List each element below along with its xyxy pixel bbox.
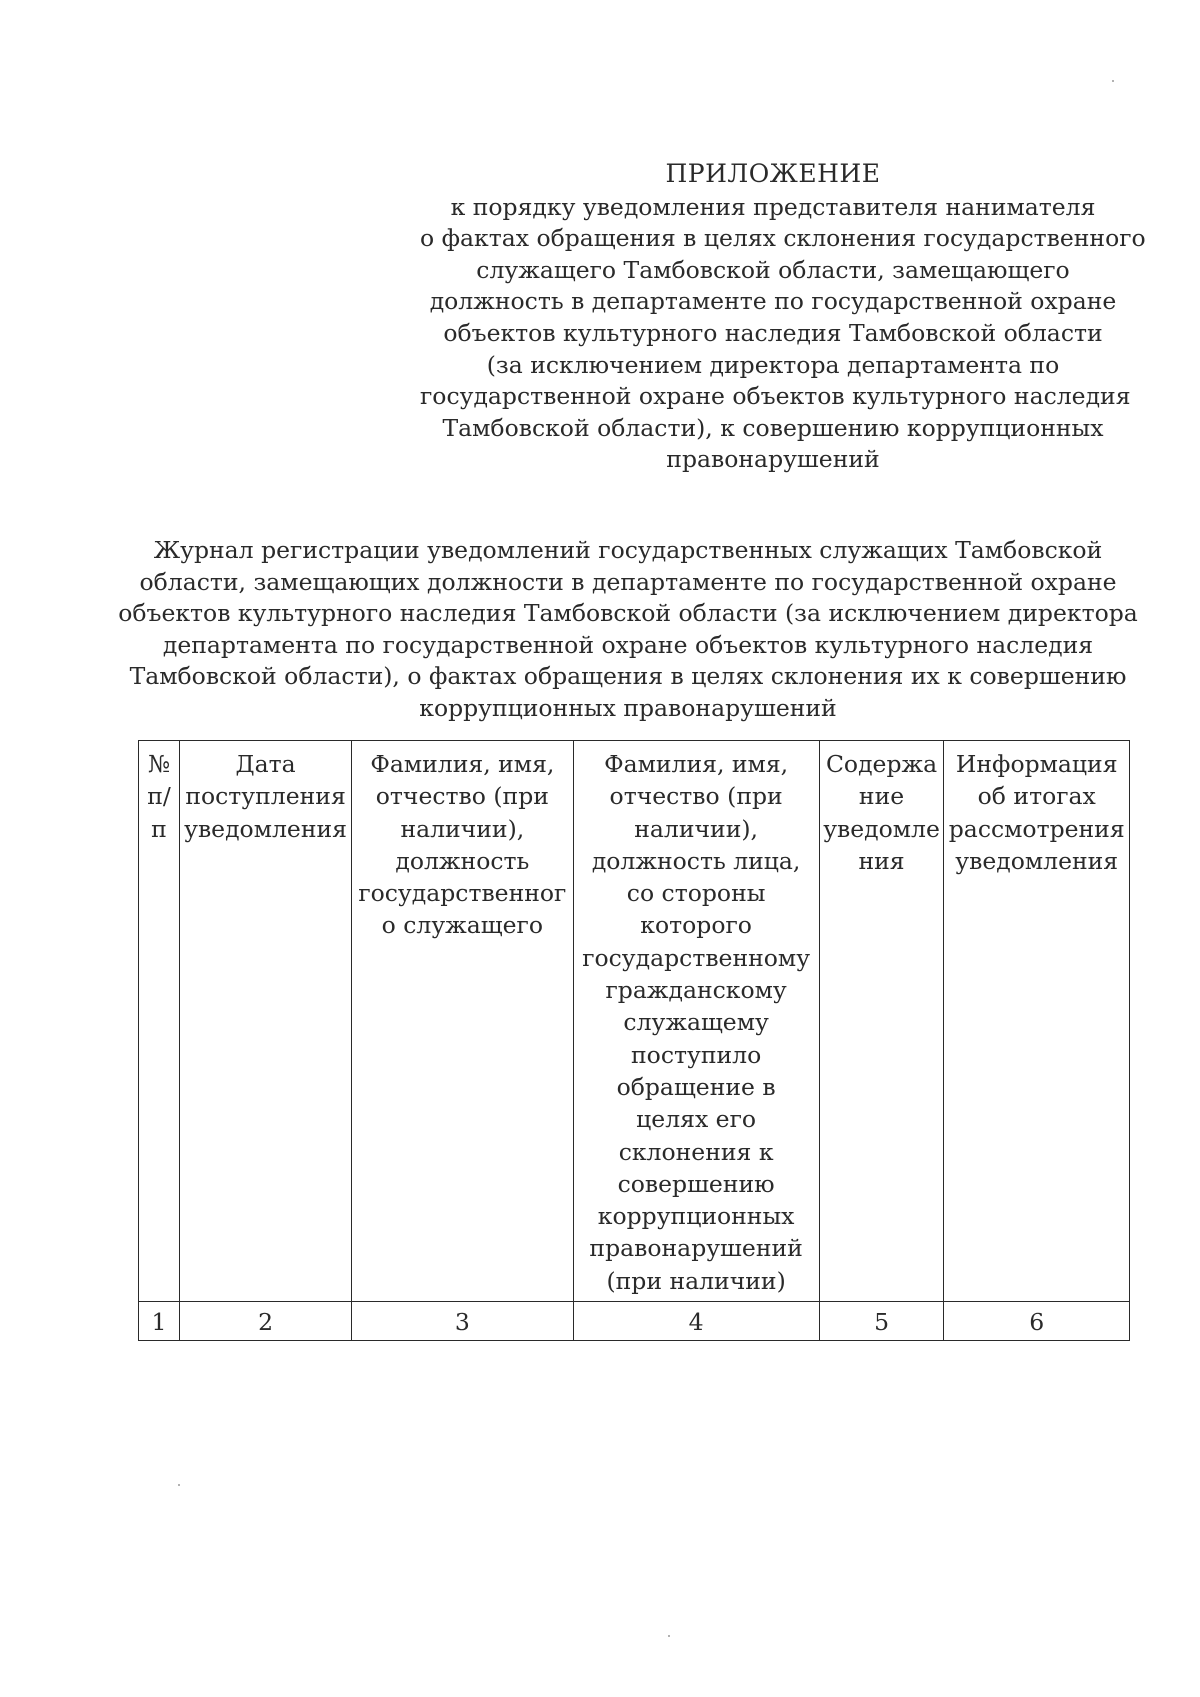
- header-text-line: отчество (при: [375, 782, 549, 811]
- header-text-line: служащему: [623, 1008, 769, 1037]
- journal-title-line: коррупционных правонарушений: [419, 693, 837, 722]
- scan-speck: [178, 1484, 180, 1486]
- table-header-row: [139, 741, 1130, 1302]
- header-text-line: отчество (при: [609, 782, 783, 811]
- appendix-header: [420, 158, 1146, 476]
- journal-title-line: области, замещающих должности в департаменте по государственной охране: [139, 567, 1117, 596]
- journal-title-line: Журнал регистрации уведомлений государственных служащих Тамбовской: [153, 536, 1103, 564]
- journal-title-line: объектов культурного наследия Тамбовской области (за исключением директора: [118, 599, 1138, 628]
- header-text-line: наличии),: [400, 814, 525, 843]
- header-text-line: Дата: [235, 750, 296, 778]
- column-number-cell: 2: [180, 1302, 352, 1341]
- header-text-line: которого: [640, 911, 752, 940]
- header-text-line: (при наличии): [606, 1266, 786, 1295]
- header-text-line: со стороны: [626, 879, 766, 908]
- appendix-line: правонарушений: [666, 445, 880, 474]
- header-text-line: Содержа: [825, 750, 938, 778]
- appendix-line: должность в департаменте по государственной охране: [429, 287, 1117, 316]
- header-text-line: гражданскому: [605, 976, 787, 1005]
- header-text-line: правонарушений: [589, 1234, 803, 1263]
- header-review-results: [944, 741, 1130, 1302]
- scan-speck: [668, 1635, 670, 1637]
- header-text-line: государственног: [358, 879, 567, 908]
- appendix-line: (за исключением директора департамента по: [486, 350, 1060, 379]
- column-number-cell: 3: [352, 1302, 573, 1341]
- appendix-line: Тамбовской области), к совершению коррупционных: [442, 413, 1104, 442]
- registration-journal-table: [138, 740, 1130, 1341]
- header-text-line: должность лица,: [591, 846, 801, 875]
- header-text-line: целях его: [636, 1105, 757, 1134]
- header-text-line: рассмотрения: [948, 814, 1125, 843]
- header-text-line: обращение в: [616, 1072, 776, 1101]
- column-number-cell: 4: [573, 1302, 819, 1341]
- header-text-line: п/: [147, 782, 171, 811]
- header-text-line: поступило: [631, 1040, 762, 1069]
- header-notification-content: [819, 741, 944, 1302]
- table-row-column-numbers: [139, 1302, 1130, 1341]
- scan-speck: [1112, 80, 1114, 82]
- header-person-who-approached: [573, 741, 819, 1302]
- header-text-line: уведомления: [955, 846, 1119, 875]
- header-text-line: Фамилия, имя,: [604, 750, 789, 778]
- header-employee-name: [352, 741, 573, 1302]
- column-number-cell: 1: [139, 1302, 180, 1341]
- header-text-line: о служащего: [381, 911, 544, 940]
- appendix-line: служащего Тамбовской области, замещающего: [476, 255, 1070, 284]
- header-text-line: должность: [395, 846, 530, 875]
- appendix-line: объектов культурного наследия Тамбовской области: [443, 318, 1103, 347]
- header-text-line: ние: [858, 782, 905, 811]
- header-text-line: уведомления: [184, 814, 347, 843]
- journal-title-line: департамента по государственной охране объектов культурного наследия: [162, 630, 1094, 659]
- appendix-line: к порядку уведомления представителя нанимателя: [450, 192, 1096, 221]
- journal-title: [118, 535, 1138, 725]
- header-text-line: об итогах: [977, 782, 1096, 811]
- header-number: [139, 741, 180, 1302]
- header-text-line: поступления: [185, 782, 346, 811]
- header-text-line: п: [151, 814, 167, 843]
- header-text-line: ния: [858, 846, 905, 875]
- appendix-line: государственной охране объектов культурного наследия: [420, 382, 1131, 411]
- column-number-cell: 5: [819, 1302, 944, 1341]
- header-text-line: Фамилия, имя,: [370, 750, 555, 778]
- appendix-title: ПРИЛОЖЕНИЕ: [665, 159, 881, 188]
- header-text-line: совершению: [617, 1169, 775, 1198]
- header-text-line: государственному: [582, 943, 811, 972]
- column-number-cell: 6: [944, 1302, 1130, 1341]
- header-text-line: склонения к: [618, 1137, 774, 1166]
- header-text-line: Информация: [955, 750, 1118, 778]
- header-date-received: [180, 741, 352, 1302]
- header-text-line: №: [147, 750, 171, 778]
- header-text-line: наличии),: [634, 814, 758, 843]
- header-text-line: коррупционных: [597, 1202, 795, 1231]
- appendix-line: о фактах обращения в целях склонения государственного: [420, 224, 1146, 253]
- header-text-line: уведомле: [823, 814, 940, 843]
- journal-title-line: Тамбовской области), о фактах обращения в целях склонения их к совершению: [129, 662, 1127, 691]
